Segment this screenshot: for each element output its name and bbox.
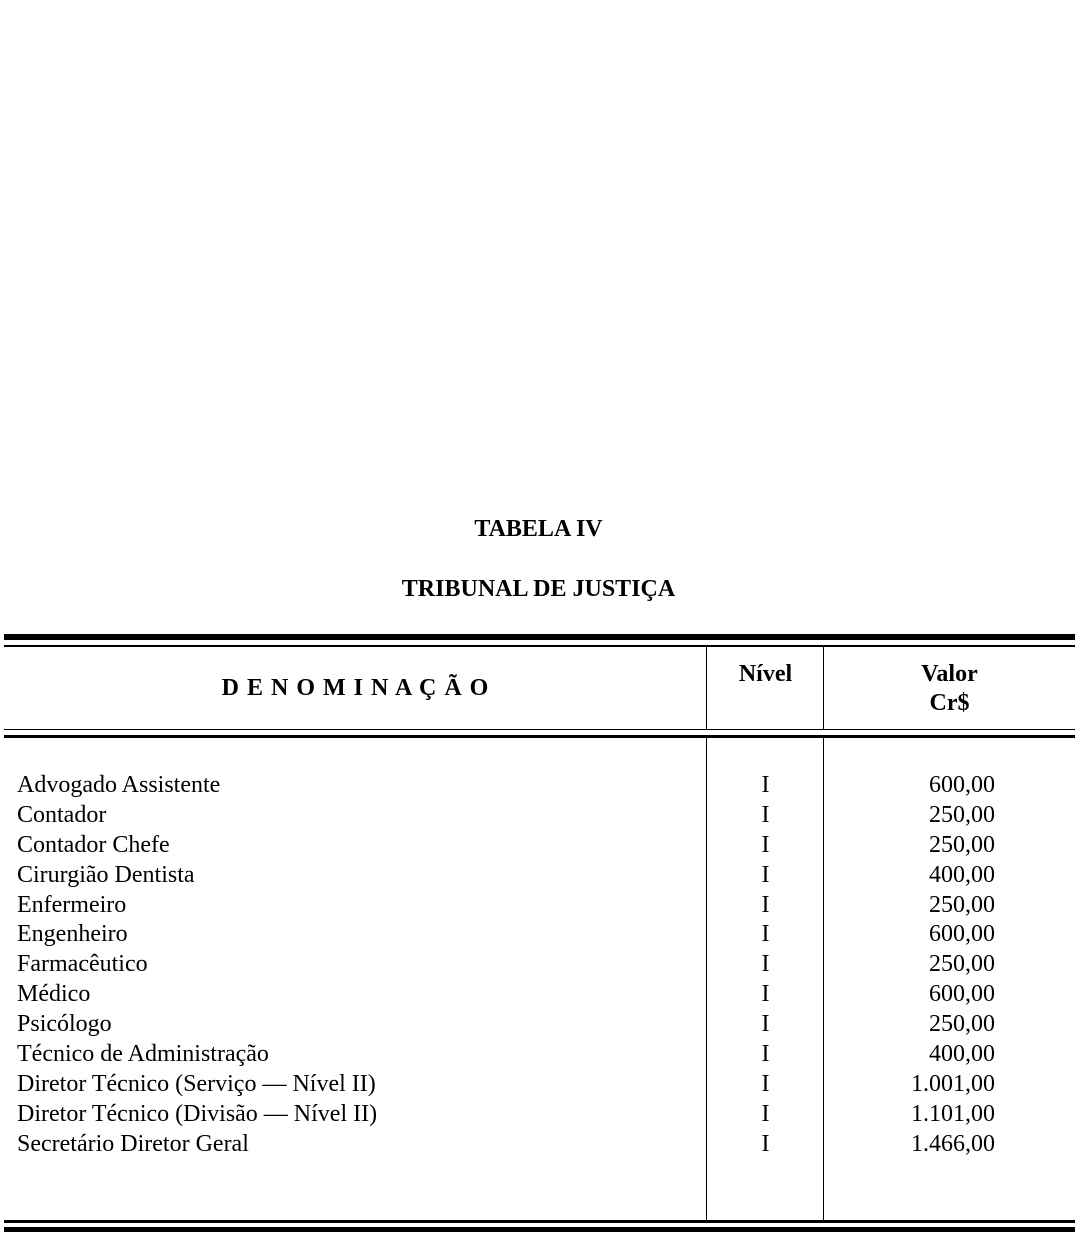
- cell-valor: 250,00: [929, 1011, 995, 1038]
- col-separator-2-header: [823, 646, 824, 730]
- cell-valor: 400,00: [929, 1041, 995, 1068]
- top-rule-thick: [4, 634, 1075, 640]
- cell-nivel: I: [761, 772, 770, 798]
- header-denominacao: D E N O M I N A Ç Ã O: [221, 675, 490, 701]
- table-row: [0, 950, 1077, 980]
- table-row: [0, 1130, 1077, 1160]
- cell-nivel: I: [761, 951, 770, 978]
- cell-denominacao: Engenheiro: [17, 921, 128, 948]
- cell-denominacao: Farmacêutico: [17, 951, 148, 978]
- cell-denominacao: Cirurgião Dentista: [17, 861, 195, 888]
- cell-nivel: I: [761, 981, 770, 1008]
- cell-denominacao: Técnico de Administração: [17, 1041, 269, 1068]
- cell-nivel: I: [761, 1011, 770, 1038]
- cell-denominacao: Diretor Técnico (Divisão — Nível II): [17, 1100, 378, 1127]
- table-row: [0, 1100, 1077, 1130]
- cell-valor: 250,00: [929, 831, 995, 858]
- cell-nivel: I: [761, 831, 770, 858]
- cell-valor: 1.101,00: [911, 1100, 995, 1127]
- table-row: [0, 980, 1077, 1010]
- cell-valor: 1.466,00: [911, 1130, 995, 1157]
- header-rule-thin: [4, 729, 1075, 730]
- header-valor-currency: Cr$: [929, 690, 970, 716]
- cell-valor: 600,00: [929, 921, 995, 948]
- cell-denominacao: Enfermeiro: [17, 891, 127, 918]
- cell-nivel: I: [761, 1130, 770, 1157]
- cell-denominacao: Contador Chefe: [17, 831, 170, 858]
- cell-valor: 250,00: [929, 891, 995, 918]
- table-row: [0, 1010, 1077, 1040]
- cell-valor: 250,00: [929, 951, 995, 978]
- cell-denominacao: Médico: [17, 981, 91, 1008]
- cell-nivel: I: [761, 891, 770, 918]
- cell-valor: 1.001,00: [911, 1070, 995, 1097]
- cell-valor: 400,00: [929, 861, 995, 888]
- col-separator-1-header: [706, 646, 707, 730]
- cell-nivel: I: [761, 861, 770, 888]
- cell-nivel: I: [761, 1100, 770, 1127]
- table-title: TABELA IV: [474, 516, 603, 542]
- header-nivel: Nível: [738, 661, 793, 687]
- cell-nivel: I: [761, 1070, 770, 1097]
- cell-denominacao: Contador: [17, 801, 107, 828]
- table-row: [0, 831, 1077, 861]
- top-rule-thin: [4, 645, 1075, 647]
- cell-valor: 600,00: [929, 772, 995, 798]
- table-row: [0, 920, 1077, 950]
- table-row: [0, 771, 1077, 801]
- bottom-rule-thick: [4, 1227, 1075, 1232]
- cell-nivel: I: [761, 921, 770, 948]
- cell-denominacao: Psicólogo: [17, 1011, 112, 1038]
- table-row: [0, 891, 1077, 921]
- table-subtitle: TRIBUNAL DE JUSTIÇA: [401, 576, 676, 602]
- cell-denominacao: Diretor Técnico (Serviço — Nível II): [17, 1070, 376, 1097]
- cell-denominacao: Secretário Diretor Geral: [17, 1130, 249, 1157]
- bottom-rule-thin: [4, 1220, 1075, 1223]
- header-rule-thick: [4, 735, 1075, 738]
- table-row: [0, 1040, 1077, 1070]
- cell-valor: 600,00: [929, 981, 995, 1008]
- table-row: [0, 861, 1077, 891]
- table-body: [0, 771, 1077, 1160]
- header-valor: Valor: [921, 661, 978, 687]
- table-row: [0, 1070, 1077, 1100]
- cell-valor: 250,00: [929, 801, 995, 828]
- cell-nivel: I: [761, 801, 770, 828]
- cell-denominacao: Advogado Assistente: [17, 772, 221, 798]
- table-row: [0, 801, 1077, 831]
- cell-nivel: I: [761, 1041, 770, 1068]
